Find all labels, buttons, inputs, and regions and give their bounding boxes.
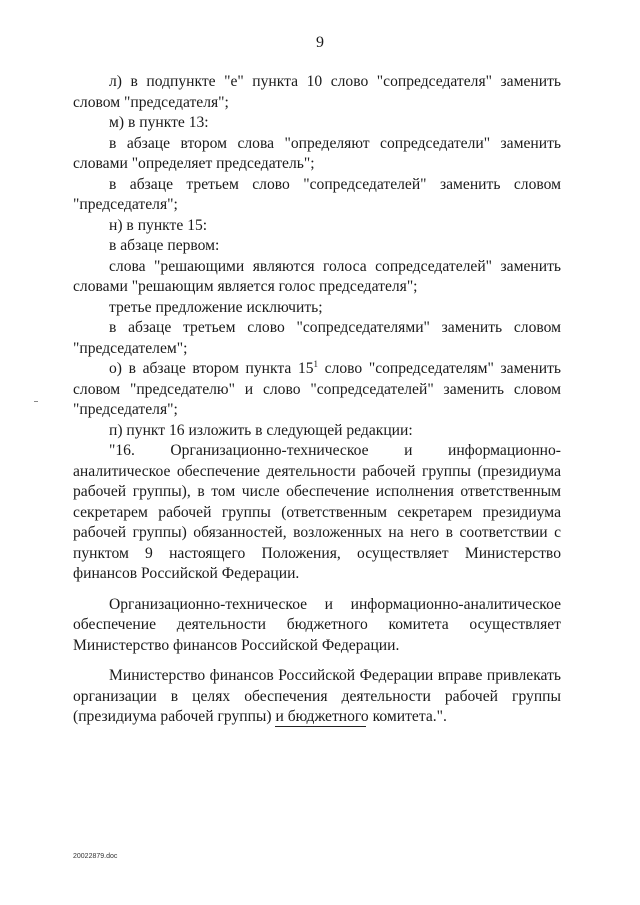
paragraph-o-after: слово "сопредседателям" заменить словом "председателю" и слово "сопредседателей" заменить словом "председателя"; (73, 360, 561, 418)
paragraph-m: м) в пункте 13: (109, 114, 209, 131)
paragraph-n-words: слова "решающими являются голоса сопредседателей" заменить словами "решающим является голос председателя"; (73, 257, 561, 295)
end-separator-line (275, 726, 366, 727)
quoted-paragraph-16: "16. Организационно-техническое и информационно-аналитическое обеспечение деятельности рабочей группы (президиума рабочей группы), в том числе обеспечение исполнения ответственным секретарем рабочей группы (ответственным секретарем президиума рабочей группы) обязанностей, возложенных на него в соответствии с пунктом 9 настоящего Положения, осуществляет Министерство финансов Российской Федерации. (73, 442, 561, 582)
quoted-paragraph-ministry: Министерство финансов Российской Федерации вправе привлекать организации в целях обеспечения деятельности рабочей группы (президиума рабочей группы) и бюджетного комитета.". (73, 667, 561, 725)
paragraph-o-before: о) в абзаце втором пункта 15 (109, 360, 314, 377)
paragraph-n: н) в пункте 15: (109, 216, 208, 234)
paragraph-p: п) пункт 16 изложить в следующей редакции: (109, 421, 413, 439)
paragraph-o-superscript: 1 (313, 359, 319, 369)
paragraph-m-third-abzac: в абзаце третьем слово "сопредседателей" заменить словом "председателя"; (73, 175, 561, 213)
paragraph-n-third-sentence: третье предложение исключить; (109, 298, 323, 316)
paragraph-n-third-abzac: в абзаце третьем слово "сопредседателями" заменить словом "председателем"; (73, 319, 561, 357)
document-body (73, 72, 561, 728)
paragraph-o (73, 359, 561, 421)
paragraph-m-second-abzac: в абзаце втором слова "определяют сопредседатели" заменить словами "определяет председатель"; (73, 134, 561, 172)
document-file-id: 20022879.doc (73, 853, 118, 860)
page-number: 9 (316, 34, 324, 51)
paragraph-n-first-abzac: в абзаце первом: (109, 237, 220, 254)
margin-mark (34, 401, 38, 402)
paragraph-l: л) в подпункте "е" пункта 10 слово "сопредседателя" заменить словом "председателя"; (73, 73, 561, 111)
quoted-paragraph-budget-committee: Организационно-техническое и информационно-аналитическое обеспечение деятельности бюджетного комитета осуществляет Министерство финансов Российской Федерации. (73, 595, 561, 654)
